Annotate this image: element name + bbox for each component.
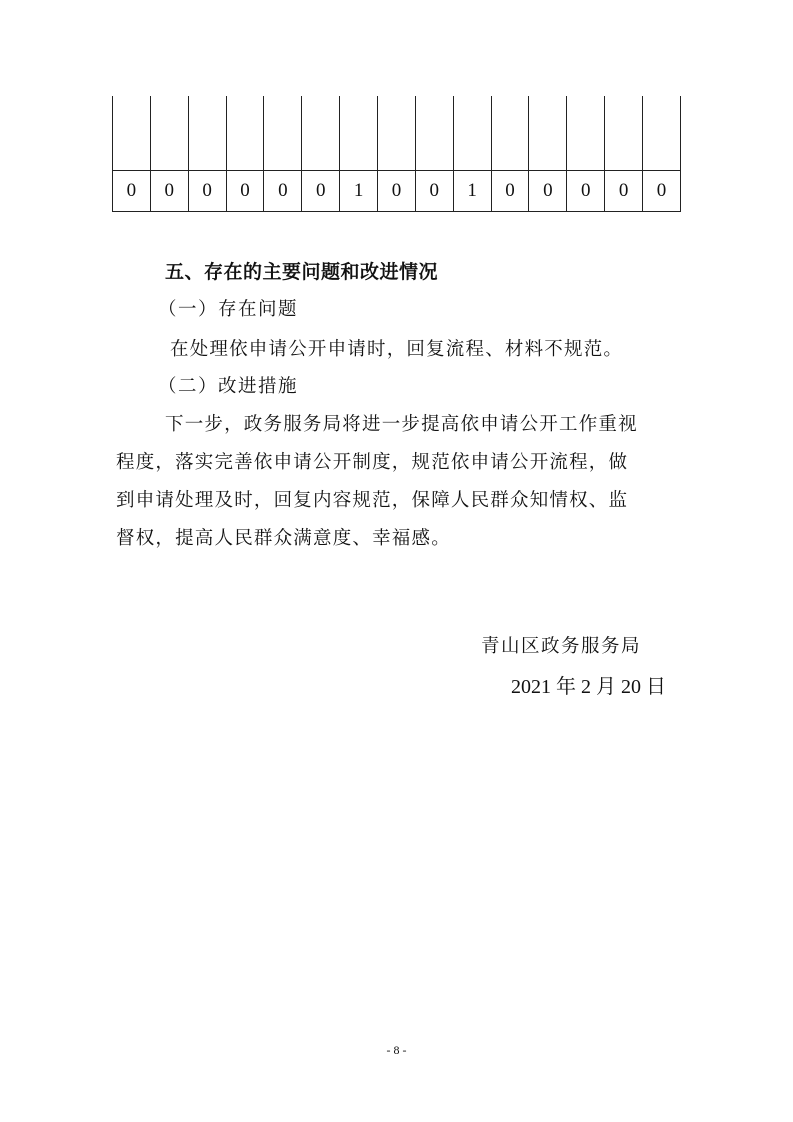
table-value-cell: 0 bbox=[492, 171, 530, 211]
table-cell bbox=[454, 96, 492, 170]
table-value-cell: 0 bbox=[113, 171, 151, 211]
table-cell bbox=[492, 96, 530, 170]
table-cell bbox=[567, 96, 605, 170]
table-value-cell: 0 bbox=[378, 171, 416, 211]
table-value-cell: 0 bbox=[656, 180, 667, 201]
table-value-cell: 1 bbox=[340, 171, 378, 211]
table-value-row bbox=[113, 170, 680, 211]
table-cell bbox=[605, 96, 643, 170]
problems-paragraph: 在处理依申请公开申请时，回复流程、材料不规范。 bbox=[170, 339, 624, 360]
table-cell bbox=[302, 96, 340, 170]
table-cell bbox=[264, 96, 302, 170]
sub-heading-measures: （二）改进措施 bbox=[158, 376, 299, 397]
sub-heading-problems: （一）存在问题 bbox=[158, 299, 299, 320]
measures-paragraph-line: 到申请处理及时，回复内容规范，保障人民群众知情权、监 bbox=[116, 490, 629, 511]
table-value-cell: 0 bbox=[567, 171, 605, 211]
section-heading: 五、存在的主要问题和改进情况 bbox=[165, 261, 439, 283]
page-number: - 8 - bbox=[386, 1043, 407, 1057]
table-value-cell: 0 bbox=[605, 171, 643, 211]
table-empty-row bbox=[113, 96, 680, 170]
measures-paragraph-line: 督权，提高人民群众满意度、幸福感。 bbox=[116, 528, 451, 549]
table-cell bbox=[378, 96, 416, 170]
table-value-cell: 0 bbox=[151, 171, 189, 211]
table-value-cell: 0 bbox=[302, 171, 340, 211]
table-value-cell: 0 bbox=[416, 171, 454, 211]
table-cell bbox=[189, 96, 227, 170]
table-cell bbox=[227, 96, 265, 170]
table-cell bbox=[340, 96, 378, 170]
table-cell bbox=[529, 96, 567, 170]
measures-paragraph-line: 程度，落实完善依申请公开制度，规范依申请公开流程，做 bbox=[116, 452, 629, 473]
table-cell bbox=[643, 96, 680, 170]
table-value-cell: 0 bbox=[529, 171, 567, 211]
table-value-cell: 0 bbox=[189, 171, 227, 211]
table-cell bbox=[416, 96, 454, 170]
signature-date: 2021 年 2 月 20 日 bbox=[511, 676, 666, 698]
measures-paragraph-line: 下一步，政务服务局将进一步提高依申请公开工作重视 bbox=[165, 414, 638, 435]
data-table-fragment bbox=[112, 96, 681, 212]
signature-organization: 青山区政务服务局 bbox=[481, 636, 642, 657]
table-cell bbox=[113, 96, 151, 170]
table-cell bbox=[151, 96, 189, 170]
table-value-cell: 1 bbox=[454, 171, 492, 211]
table-value-cell: 0 bbox=[227, 171, 265, 211]
table-value-cell: 0 bbox=[264, 171, 302, 211]
